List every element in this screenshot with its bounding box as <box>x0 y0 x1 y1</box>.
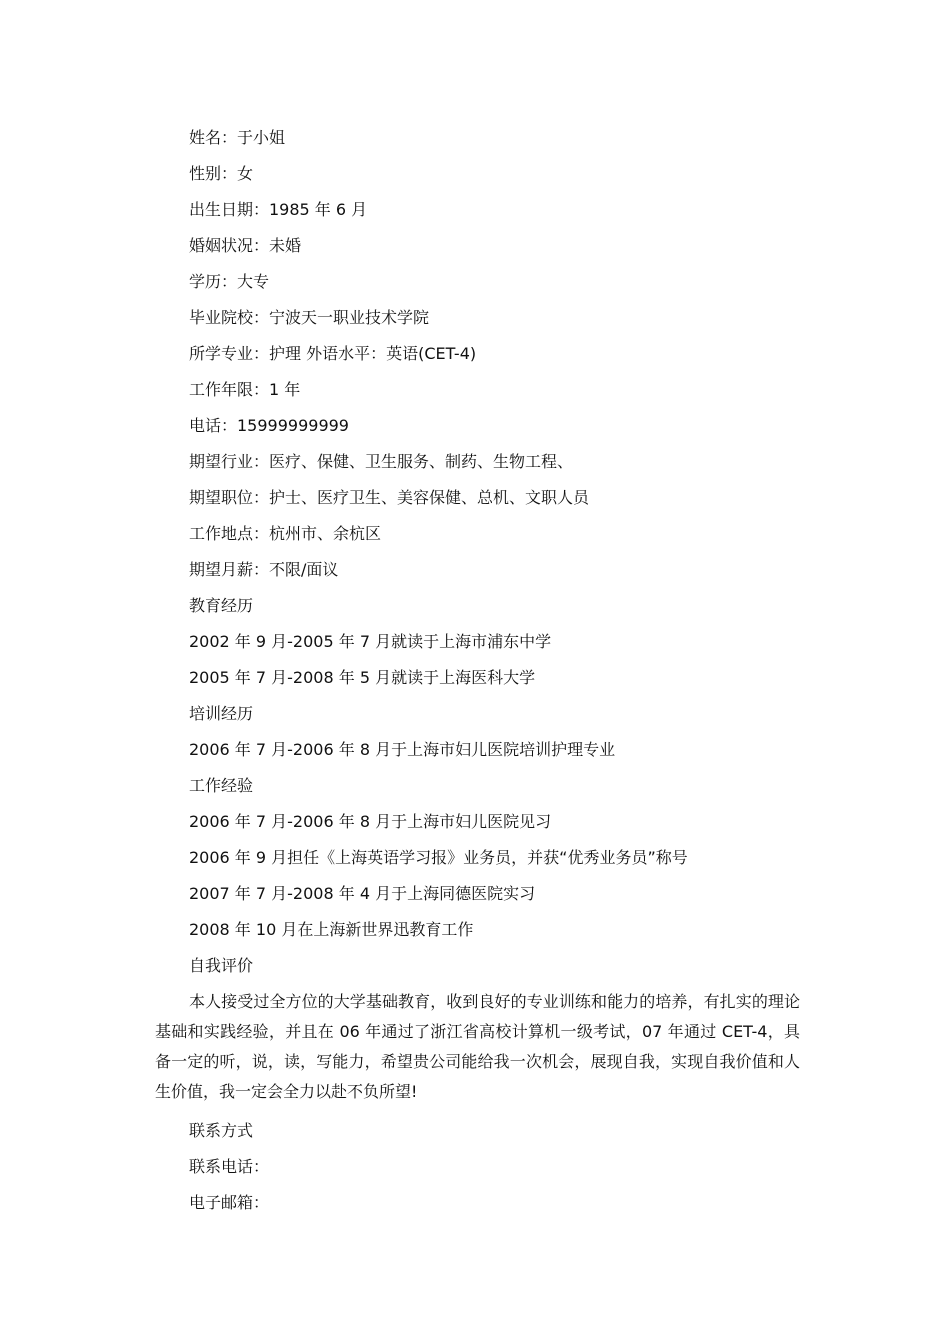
education-level-line: 学历：大专 <box>189 272 270 291</box>
education-heading: 教育经历 <box>189 596 254 615</box>
industry-line: 期望行业：医疗、保健、卫生服务、制药、生物工程、 <box>189 452 574 471</box>
work-item: 2006 年 9 月担任《上海英语学习报》业务员，并获“优秀业务员”称号 <box>189 848 688 867</box>
major-line: 所学专业：护理 外语水平：英语(CET-4) <box>189 344 477 363</box>
resume-content <box>155 120 800 1221</box>
birth-line: 出生日期：1985 年 6 月 <box>189 200 368 219</box>
school-line: 毕业院校：宁波天一职业技术学院 <box>189 308 430 327</box>
training-item: 2006 年 7 月-2006 年 8 月于上海市妇儿医院培训护理专业 <box>189 740 616 759</box>
work-item: 2008 年 10 月在上海新世界迅教育工作 <box>189 920 474 939</box>
phone-line: 电话：15999999999 <box>189 416 349 435</box>
self-eval-paragraph: 本人接受过全方位的大学基础教育，收到良好的专业训练和能力的培养，有扎实的理论基础和实践经验，并且在 06 年通过了浙江省高校计算机一级考试，07 年通过 CET-4，具备一定的听，说，读，写能力，希望贵公司能给我一次机会，展现自我，实现自我价值和人生价值，我一定会全力以赴不负所望! <box>155 992 800 1101</box>
gender-line: 性别：女 <box>189 164 254 183</box>
contact-heading: 联系方式 <box>189 1121 254 1140</box>
salary-line: 期望月薪：不限/面议 <box>189 560 339 579</box>
training-heading: 培训经历 <box>189 704 254 723</box>
education-item: 2002 年 9 月-2005 年 7 月就读于上海市浦东中学 <box>189 632 552 651</box>
work-item: 2006 年 7 月-2006 年 8 月于上海市妇儿医院见习 <box>189 812 552 831</box>
work-years-line: 工作年限：1 年 <box>189 380 301 399</box>
marital-line: 婚姻状况：未婚 <box>189 236 302 255</box>
name-line: 姓名：于小姐 <box>189 128 286 147</box>
education-item: 2005 年 7 月-2008 年 5 月就读于上海医科大学 <box>189 668 536 687</box>
work-heading: 工作经验 <box>189 776 254 795</box>
position-line: 期望职位：护士、医疗卫生、美容保健、总机、文职人员 <box>189 488 590 507</box>
location-line: 工作地点：杭州市、余杭区 <box>189 524 382 543</box>
work-item: 2007 年 7 月-2008 年 4 月于上海同德医院实习 <box>189 884 536 903</box>
contact-phone-label: 联系电话： <box>189 1157 270 1176</box>
self-eval-heading: 自我评价 <box>189 956 254 975</box>
contact-email-label: 电子邮箱： <box>189 1193 270 1212</box>
